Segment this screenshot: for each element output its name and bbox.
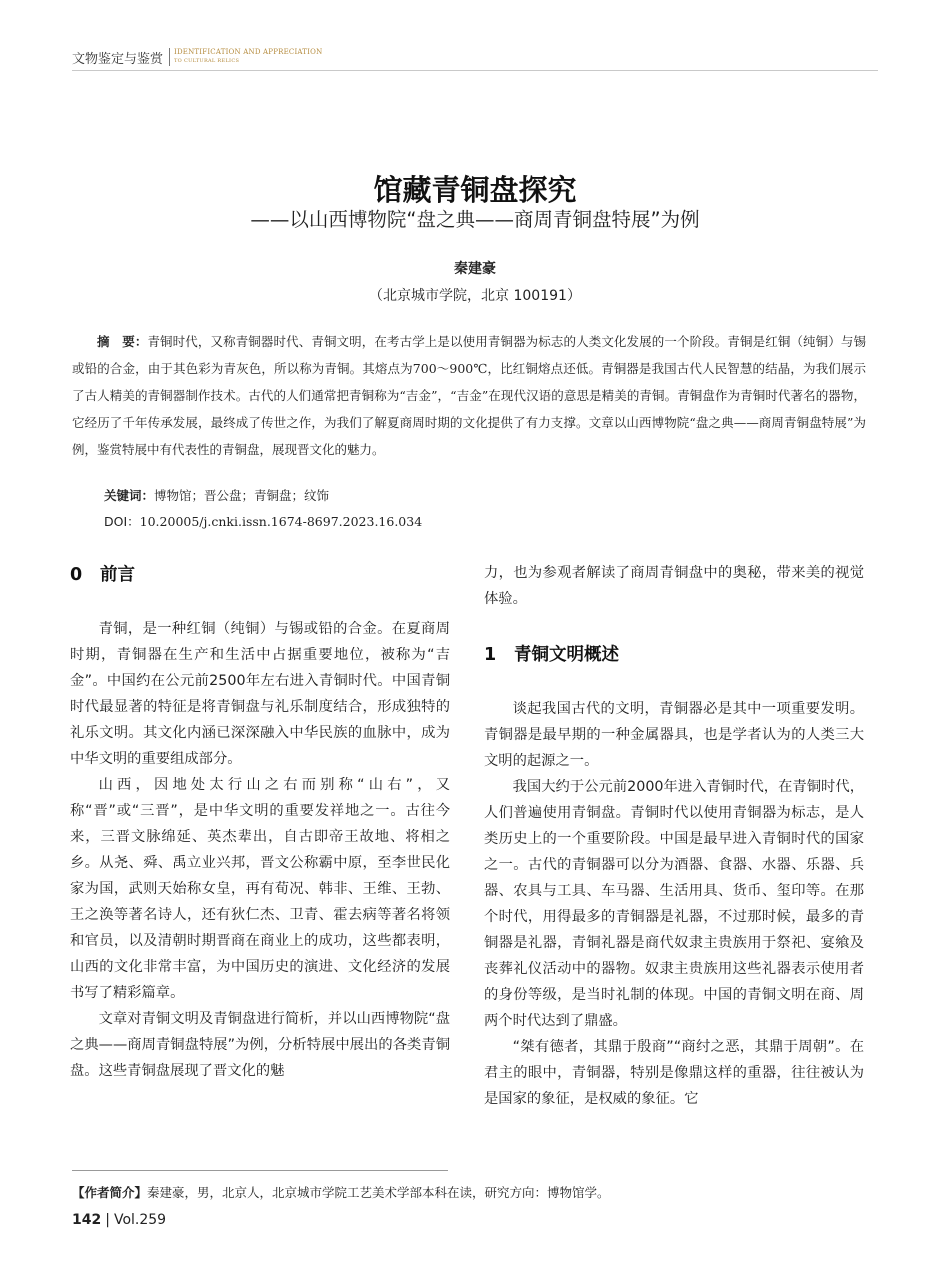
section-number: 1 [484, 645, 497, 665]
footnote-text: 秦建豪，男，北京人，北京城市学院工艺美术学部本科在读，研究方向：博物馆学。 [147, 1185, 610, 1200]
doi [104, 512, 422, 530]
doi-label: DOI： [104, 514, 140, 529]
abstract-label: 摘 要： [97, 334, 148, 349]
left-column [70, 560, 450, 1084]
doi-text: 10.20005/j.cnki.issn.1674-8697.2023.16.034 [139, 514, 423, 529]
page-separator: | [105, 1212, 110, 1228]
article-subtitle: ——以山西博物院“盘之典——商周青铜盘特展”为例 [250, 208, 700, 231]
paragraph: “桀有德者，其鼎于殷商”“商纣之恶，其鼎于周朝”。在君主的眼中，青铜器，特别是像鼎这样的重器，往往被认为是国家的象征，是权威的象征。它 [484, 1039, 864, 1107]
journal-name-cn: 文物鉴定与鉴赏 [72, 51, 164, 67]
author-footnote [72, 1183, 610, 1201]
footnote-label: 【作者简介】 [72, 1185, 148, 1200]
journal-name-en-line2: TO CULTURAL RELICS [174, 58, 240, 64]
abstract [72, 328, 866, 463]
running-header [72, 44, 322, 70]
page-footer [72, 1212, 166, 1228]
paragraph: 青铜，是一种红铜（纯铜）与锡或铅的合金。在夏商周时期，青铜器在生产和生活中占据重要地位，被称为“吉金”。中国约在公元前2500年左右进入青铜时代。中国青铜时代最显著的特征是将青铜盘与礼乐制度结合，形成独特的礼乐文明。其文化内涵已深深融入中华民族的血脉中，成为中华文明的重要组成部分。 [70, 621, 450, 767]
footnote-rule [72, 1170, 448, 1171]
abstract-text: 青铜时代，又称青铜器时代、青铜文明，在考古学上是以使用青铜器为标志的人类文化发展的一个阶段。青铜是红铜（纯铜）与锡或铅的合金，由于其色彩为青灰色，所以称为青铜。其熔点为700～900℃，比红铜熔点还低。青铜器是我国古代人民智慧的结晶，为我们展示了古人精美的青铜器制作技术。古代的人们通常把青铜称为“吉金”，“吉金”在现代汉语的意思是精美的青铜。青铜盘作为青铜时代著名的器物，它经历了千年传承发展，最终成了传世之作，为我们了解夏商周时期的文化提供了有力支撑。文章以山西博物院“盘之典——商周青铜盘特展”为例，鉴赏特展中有代表性的青铜盘，展现晋文化的魅力。 [72, 334, 866, 457]
paragraph: 文章对青铜文明及青铜盘进行简析，并以山西博物院“盘之典——商周青铜盘特展”为例，分析特展中展出的各类青铜盘。这些青铜盘展现了晋文化的魅 [70, 1011, 450, 1079]
header-separator [169, 48, 170, 66]
section-heading-0 [70, 560, 450, 590]
section-title: 前言 [100, 565, 135, 585]
keywords [104, 486, 329, 504]
paragraph-continued: 力，也为参观者解读了商周青铜盘中的奥秘，带来美的视觉体验。 [484, 565, 864, 607]
paragraph: 山西，因地处太行山之右而别称“山右”，又称“晋”或“三晋”，是中华文明的重要发祥地之一。古往今来，三晋文脉绵延、英杰辈出，自古即帝王故地、将相之乡。从尧、舜、禹立业兴邦，晋文公称霸中原，至李世民化家为国，武则天始称女皇，再有荀况、韩非、王维、王勃、王之涣等著名诗人，还有狄仁杰、卫青、霍去病等著名将领和官员，以及清朝时期晋商在商业上的成功，这些都表明，山西的文化非常丰富，为中国历史的演进、文化经济的发展书写了精彩篇章。 [70, 777, 450, 1001]
header-rule [72, 70, 878, 71]
journal-name-en-line1: IDENTIFICATION AND APPRECIATION [174, 48, 323, 56]
keywords-label: 关键词： [104, 488, 155, 503]
section-title: 青铜文明概述 [514, 645, 619, 665]
article-title: 馆藏青铜盘探究 [373, 173, 577, 207]
author-name: 秦建豪 [454, 261, 496, 277]
author-affiliation: （北京城市学院，北京 100191） [369, 288, 581, 304]
paragraph: 我国大约于公元前2000年进入青铜时代，在青铜时代，人们普遍使用青铜盘。青铜时代以使用青铜器为标志，是人类历史上的一个重要阶段。中国是最早进入青铜时代的国家之一。古代的青铜器可以分为酒器、食器、水器、乐器、兵器、农具与工具、车马器、生活用具、货币、玺印等。在那个时代，用得最多的青铜器是礼器，不过那时候，最多的青铜器是礼器，青铜礼器是商代奴隶主贵族用于祭祀、宴飨及丧葬礼仪活动中的器物。奴隶主贵族用这些礼器表示使用者的身份等级，是当时礼制的体现。中国的青铜文明在商、周两个时代达到了鼎盛。 [484, 779, 864, 1029]
keywords-text: 博物馆；晋公盘；青铜盘；纹饰 [154, 488, 330, 503]
right-column [484, 560, 864, 1112]
volume-number: Vol.259 [113, 1212, 167, 1228]
page-number: 142 [72, 1212, 102, 1228]
section-number: 0 [70, 565, 83, 585]
section-heading-1 [484, 640, 864, 670]
journal-name-en [174, 48, 322, 66]
paragraph: 谈起我国古代的文明，青铜器必是其中一项重要发明。青铜器是最早期的一种金属器具，也是学者认为的人类三大文明的起源之一。 [484, 701, 864, 769]
